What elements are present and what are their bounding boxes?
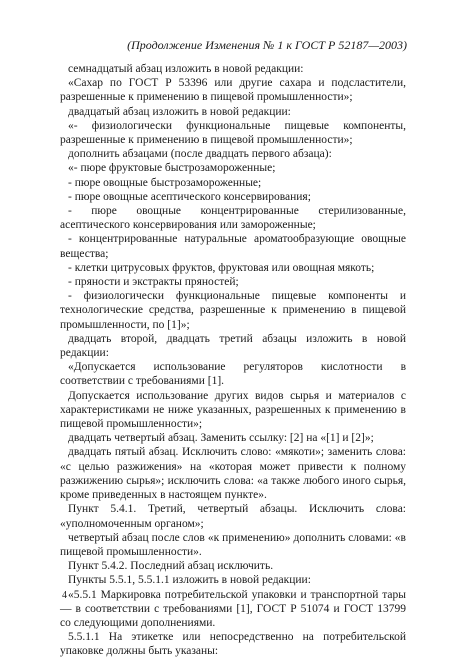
- paragraph: 5.5.1.1 На этикетке или непосредственно на потребительской упаковке должны быть указаны:: [60, 631, 406, 658]
- paragraph: Пункт 5.4.1. Третий, четвертый абзацы. Исключить слова: «уполномоченным органом»;: [60, 503, 406, 530]
- paragraph: «Допускается использование регуляторов кислотности в соответствии с требованиями [1].: [60, 361, 406, 388]
- paragraph: Пункт 5.4.2. Последний абзац исключить.: [68, 560, 274, 573]
- paragraph: - пюре овощные асептического консервирования;: [68, 190, 311, 203]
- paragraph: - пюре овощные концентрированные стерилизованные, асептического консервирования или замороженные;: [60, 205, 406, 232]
- paragraph: семнадцатый абзац изложить в новой редакции:: [68, 63, 304, 75]
- paragraph: Пункты 5.5.1, 5.5.1.1 изложить в новой редакции:: [68, 574, 311, 587]
- paragraph: - пряности и экстракты пряностей;: [68, 276, 239, 289]
- paragraph: двадцать второй, двадцать третий абзацы изложить в новой редакции:: [60, 332, 406, 360]
- paragraph: «- пюре фруктовые быстрозамороженные;: [68, 162, 276, 175]
- paragraph: - клетки цитрусовых фруктов, фруктовая или овощная мякоть;: [68, 261, 375, 274]
- paragraph: - пюре овощные быстрозамороженные;: [68, 176, 262, 189]
- paragraph: «5.5.1 Маркировка потребительской упаковки и транспортной тары — в соответствии с требованиями [1], ГОСТ Р 51074 и ГОСТ 13799 со следующими дополнениями.: [60, 588, 406, 629]
- paragraph: двадцатый абзац изложить в новой редакции:: [68, 105, 291, 118]
- paragraph: «Сахар по ГОСТ Р 53396 или другие сахара и подсластители, разрешенные к применению в пищевой промышленности»;: [60, 77, 406, 104]
- paragraph: двадцать четвертый абзац. Заменить ссылку: [2] на «[1] и [2]»;: [68, 432, 374, 445]
- paragraph: «- физиологически функциональные пищевые компоненты, разрешенные к применению в пищевой промышленности»;: [60, 119, 406, 147]
- paragraph: Допускается использование других видов сырья и материалов с характеристиками не ниже указанных, разрешенных к применению в пищевой промышленности»;: [60, 389, 406, 431]
- paragraph: - физиологически функциональные пищевые компоненты и технологические средства, разрешенные к применению в пищевой промышленности, по [1]»;: [60, 290, 406, 331]
- page-header: (Продолжение Изменения № 1 к ГОСТ Р 52187—2003): [127, 38, 407, 52]
- paragraph: четвертый абзац после слов «к применению» дополнить словами: «в пищевой промышленности».: [60, 531, 406, 558]
- paragraph: двадцать пятый абзац. Исключить слово: «мякоти»; заменить слова: «с целью разжижения» на «которая может привести к полному разжижению сырья»; исключить слова: «а также любого иного сырья, кроме приведенных в настоящем пункте».: [60, 446, 406, 502]
- paragraph: дополнить абзацами (после двадцать первого абзаца):: [68, 148, 332, 161]
- paragraph: - концентрированные натуральные ароматообразующие овощные вещества;: [60, 233, 406, 260]
- document-body: [60, 62, 406, 659]
- page-number: 4: [62, 590, 67, 601]
